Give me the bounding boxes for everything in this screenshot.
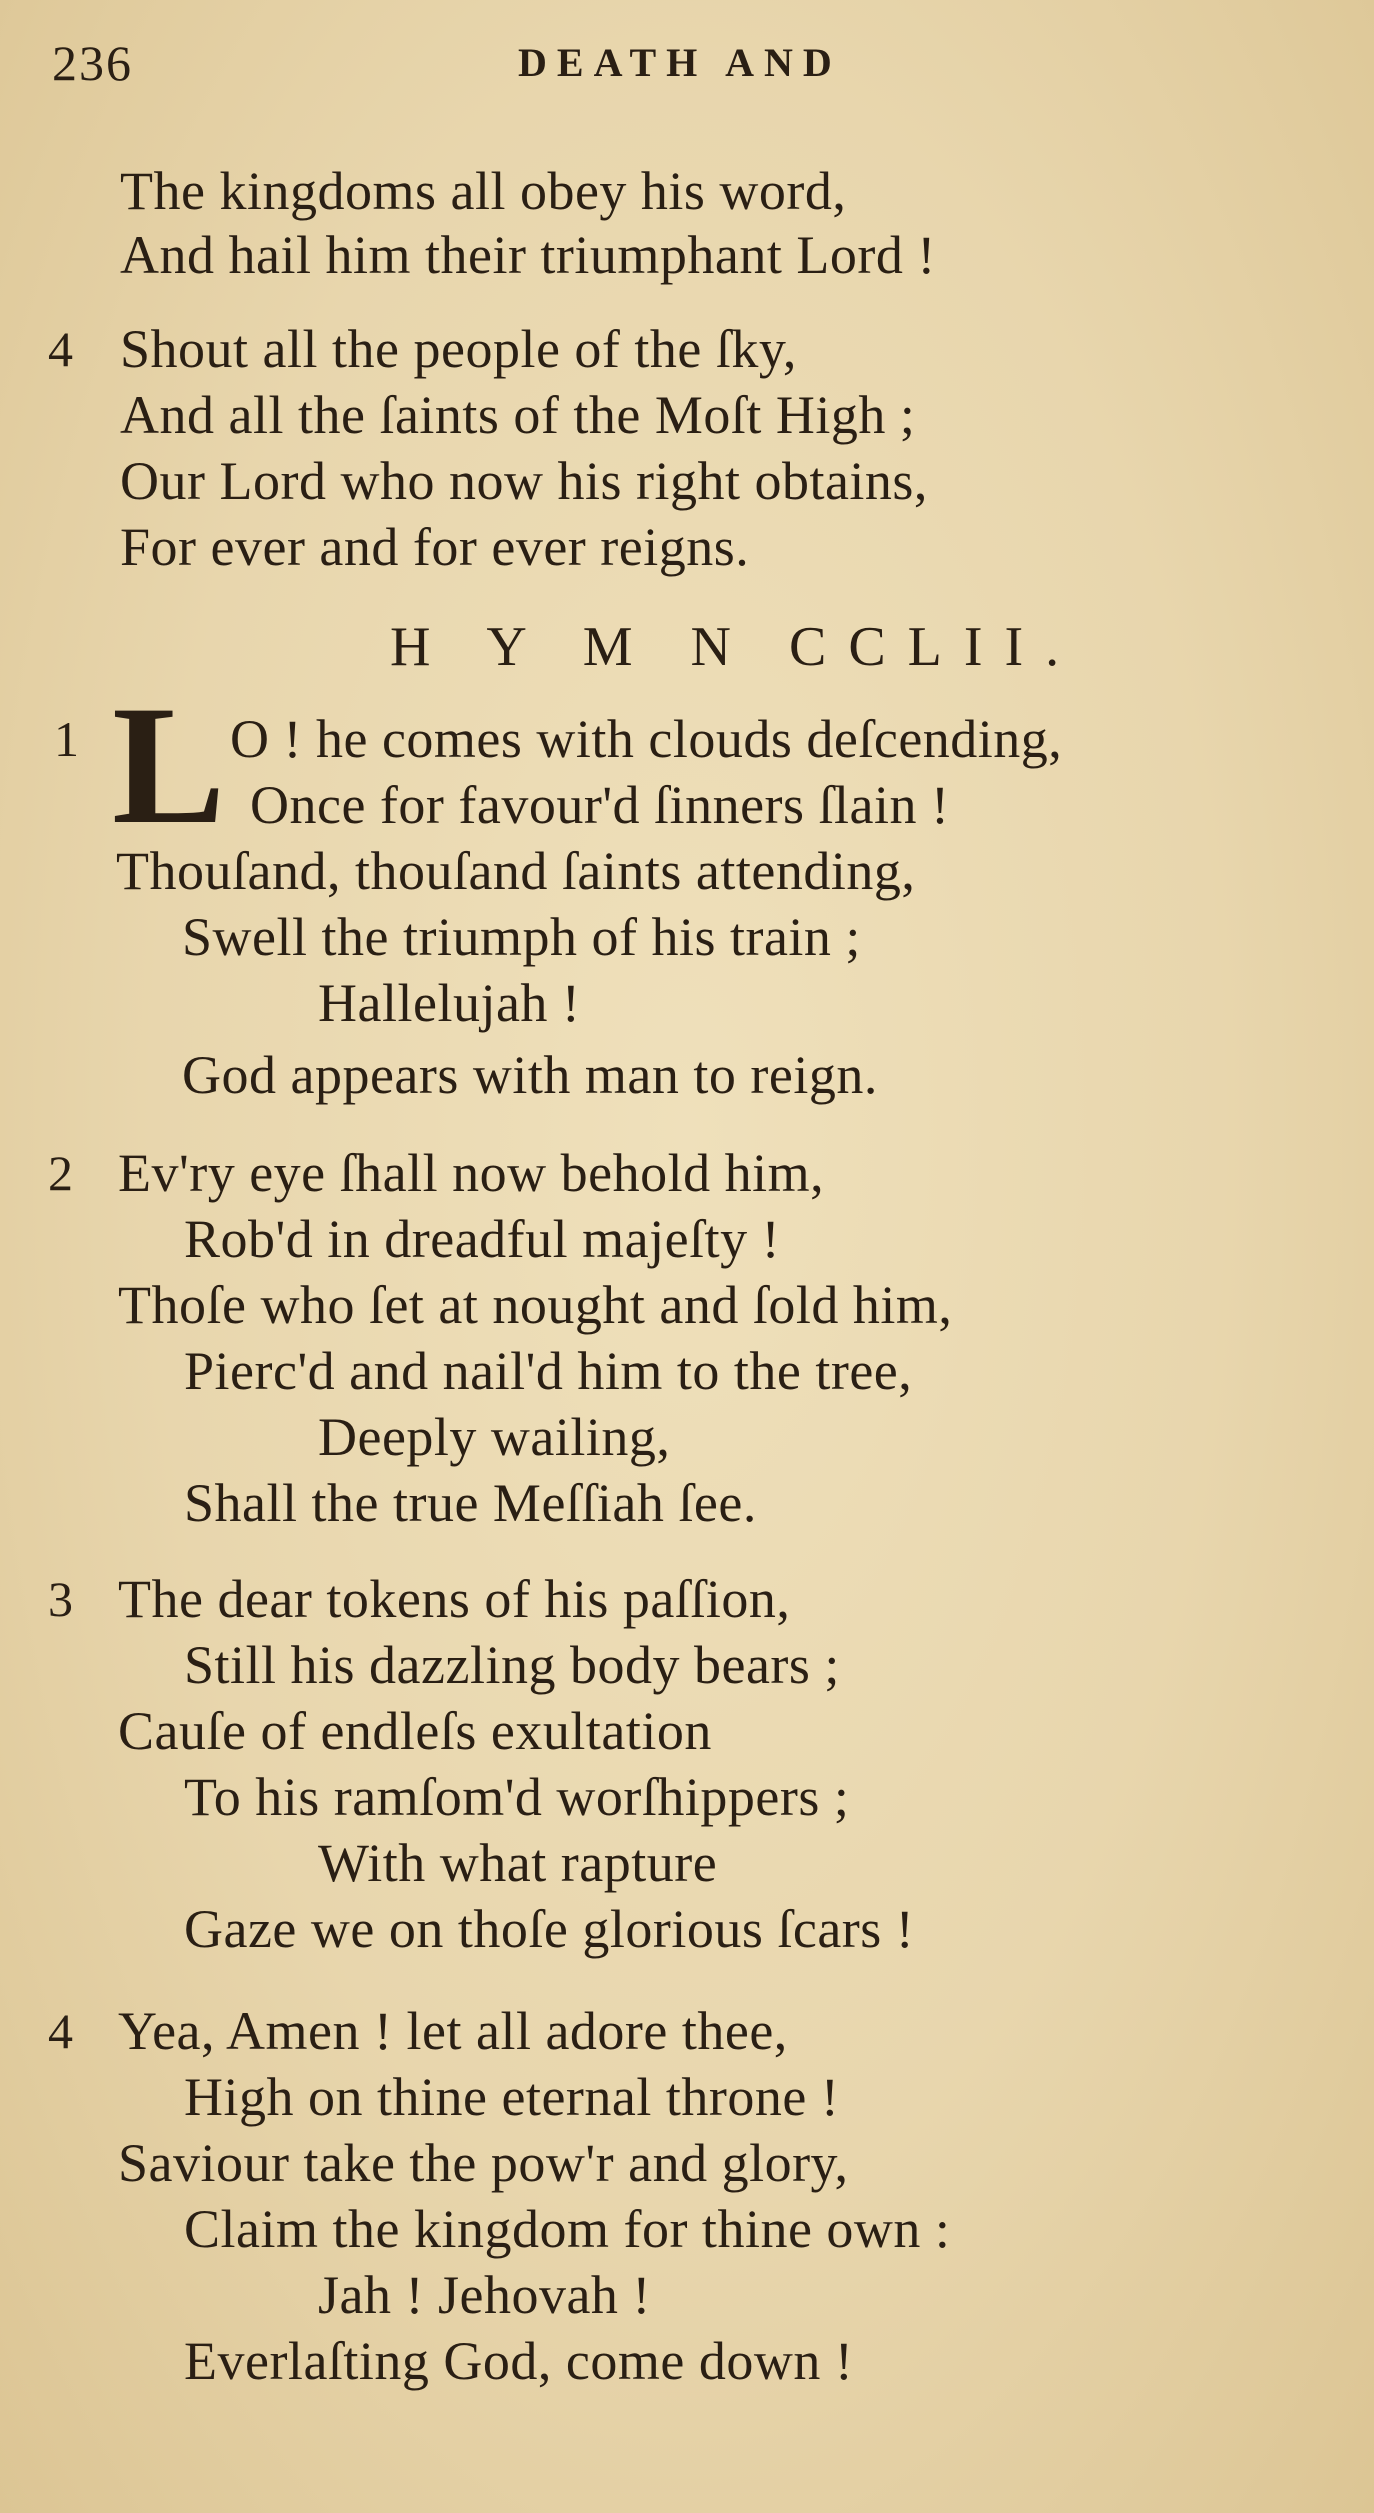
text-line: Still his dazzling body bears ; <box>184 1635 840 1695</box>
hymn-title: H Y M N CCLII. <box>390 616 1082 678</box>
text-line: To his ramſom'd worſhippers ; <box>184 1767 850 1827</box>
text-line: Deeply wailing, <box>318 1407 671 1467</box>
text-line: And all the ſaints of the Moſt High ; <box>120 385 916 445</box>
verse-number: 3 <box>48 1571 73 1627</box>
text-line: With what rapture <box>318 1833 718 1893</box>
text-line: The kingdoms all obey his word, <box>120 161 847 221</box>
text-line: Saviour take the pow'r and glory, <box>118 2133 849 2193</box>
text-line: Claim the kingdom for thine own : <box>184 2199 951 2259</box>
verse-number: 4 <box>48 2003 73 2059</box>
text-line: Thoſe who ſet at nought and ſold him, <box>118 1275 953 1335</box>
text-line: Gaze we on thoſe glorious ſcars ! <box>184 1899 915 1959</box>
drop-cap: L <box>112 671 226 859</box>
text-line: And hail him their triumphant Lord ! <box>120 225 936 285</box>
text-line: Thouſand, thouſand ſaints attending, <box>116 841 916 901</box>
text-line: Ev'ry eye ſhall now behold him, <box>118 1143 825 1203</box>
text-line: Rob'd in dreadful majeſty ! <box>184 1209 781 1269</box>
text-line: For ever and for ever reigns. <box>120 517 750 577</box>
running-head-title: DEATH AND <box>518 40 842 85</box>
text-line: Shall the true Meſſiah ſee. <box>184 1473 757 1533</box>
text-line: Jah ! Jehovah ! <box>318 2265 651 2325</box>
text-line: Shout all the people of the ſky, <box>120 319 797 379</box>
text-line: Yea, Amen ! let all adore thee, <box>118 2001 788 2061</box>
text-line: The dear tokens of his paſſion, <box>118 1569 791 1629</box>
text-line: Hallelujah ! <box>318 973 581 1033</box>
text-line: O ! he comes with clouds deſcending, <box>230 709 1063 769</box>
text-line: Cauſe of endleſs exultation <box>118 1701 712 1761</box>
verse-number: 1 <box>54 711 79 767</box>
text-line: Once for favour'd ſinners ſlain ! <box>250 775 950 835</box>
verse-number: 4 <box>48 321 73 377</box>
verse-number: 2 <box>48 1145 73 1201</box>
text-line: God appears with man to reign. <box>182 1045 878 1105</box>
page-number: 236 <box>52 35 133 91</box>
running-head <box>0 28 1374 98</box>
text-line: Our Lord who now his right obtains, <box>120 451 928 511</box>
text-line: Everlaſting God, come down ! <box>184 2331 854 2391</box>
text-line: Swell the triumph of his train ; <box>182 907 861 967</box>
text-line: Pierc'd and nail'd him to the tree, <box>184 1341 913 1401</box>
text-line: High on thine eternal throne ! <box>184 2067 840 2127</box>
